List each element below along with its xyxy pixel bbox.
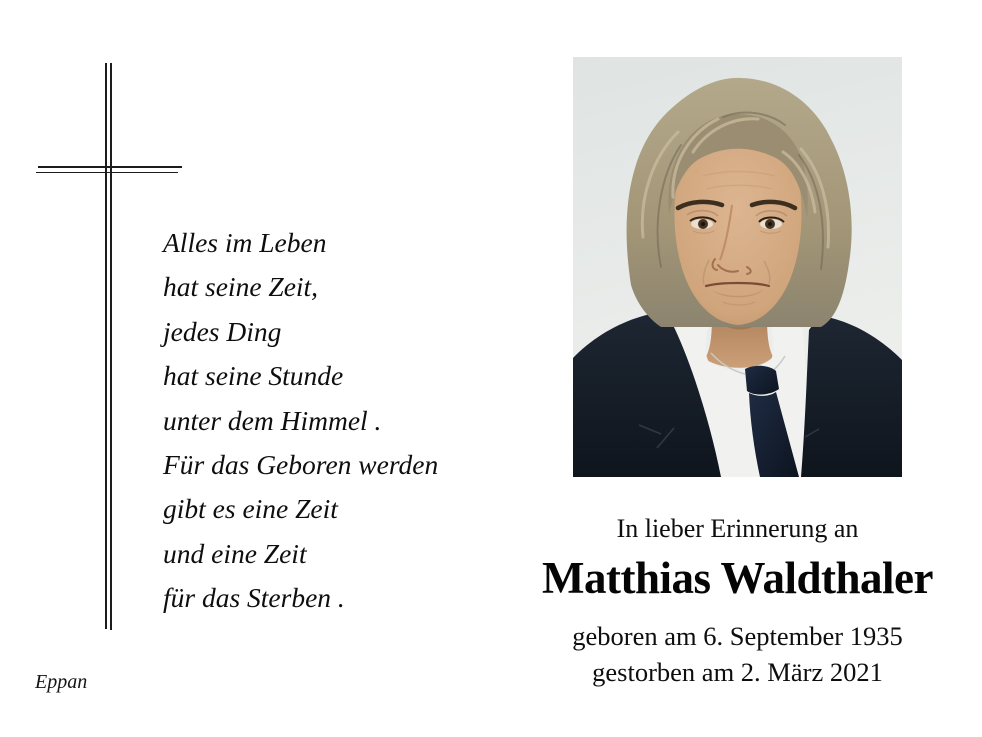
birth-date-line: geboren am 6. September 1935 — [572, 621, 903, 651]
poem-line: gibt es eine Zeit — [163, 493, 338, 525]
memorial-intro: In lieber Erinnerung an — [616, 514, 859, 543]
cross-vertical-line — [105, 63, 107, 629]
cross-horizontal-line — [36, 172, 178, 173]
death-date-line: gestorben am 2. März 2021 — [592, 657, 883, 687]
place-label: Eppan — [35, 671, 88, 693]
cross-horizontal-line — [38, 166, 182, 168]
poem-line: jedes Ding — [163, 315, 282, 347]
poem-text — [163, 221, 438, 621]
poem-line: und eine Zeit — [163, 537, 307, 569]
portrait-photo — [573, 57, 902, 477]
poem-line: Für das Geboren werden — [163, 449, 439, 481]
poem-line: Alles im Leben — [163, 227, 327, 258]
poem-line: unter dem Himmel . — [163, 404, 382, 436]
poem-line: hat seine Zeit, — [163, 271, 319, 303]
portrait-illustration — [573, 57, 902, 477]
poem-line: für das Sterben . — [163, 582, 345, 614]
poem-line: hat seine Stunde — [163, 360, 344, 392]
cross-vertical-line — [110, 63, 112, 630]
deceased-name: Matthias Waldthaler — [542, 553, 933, 603]
